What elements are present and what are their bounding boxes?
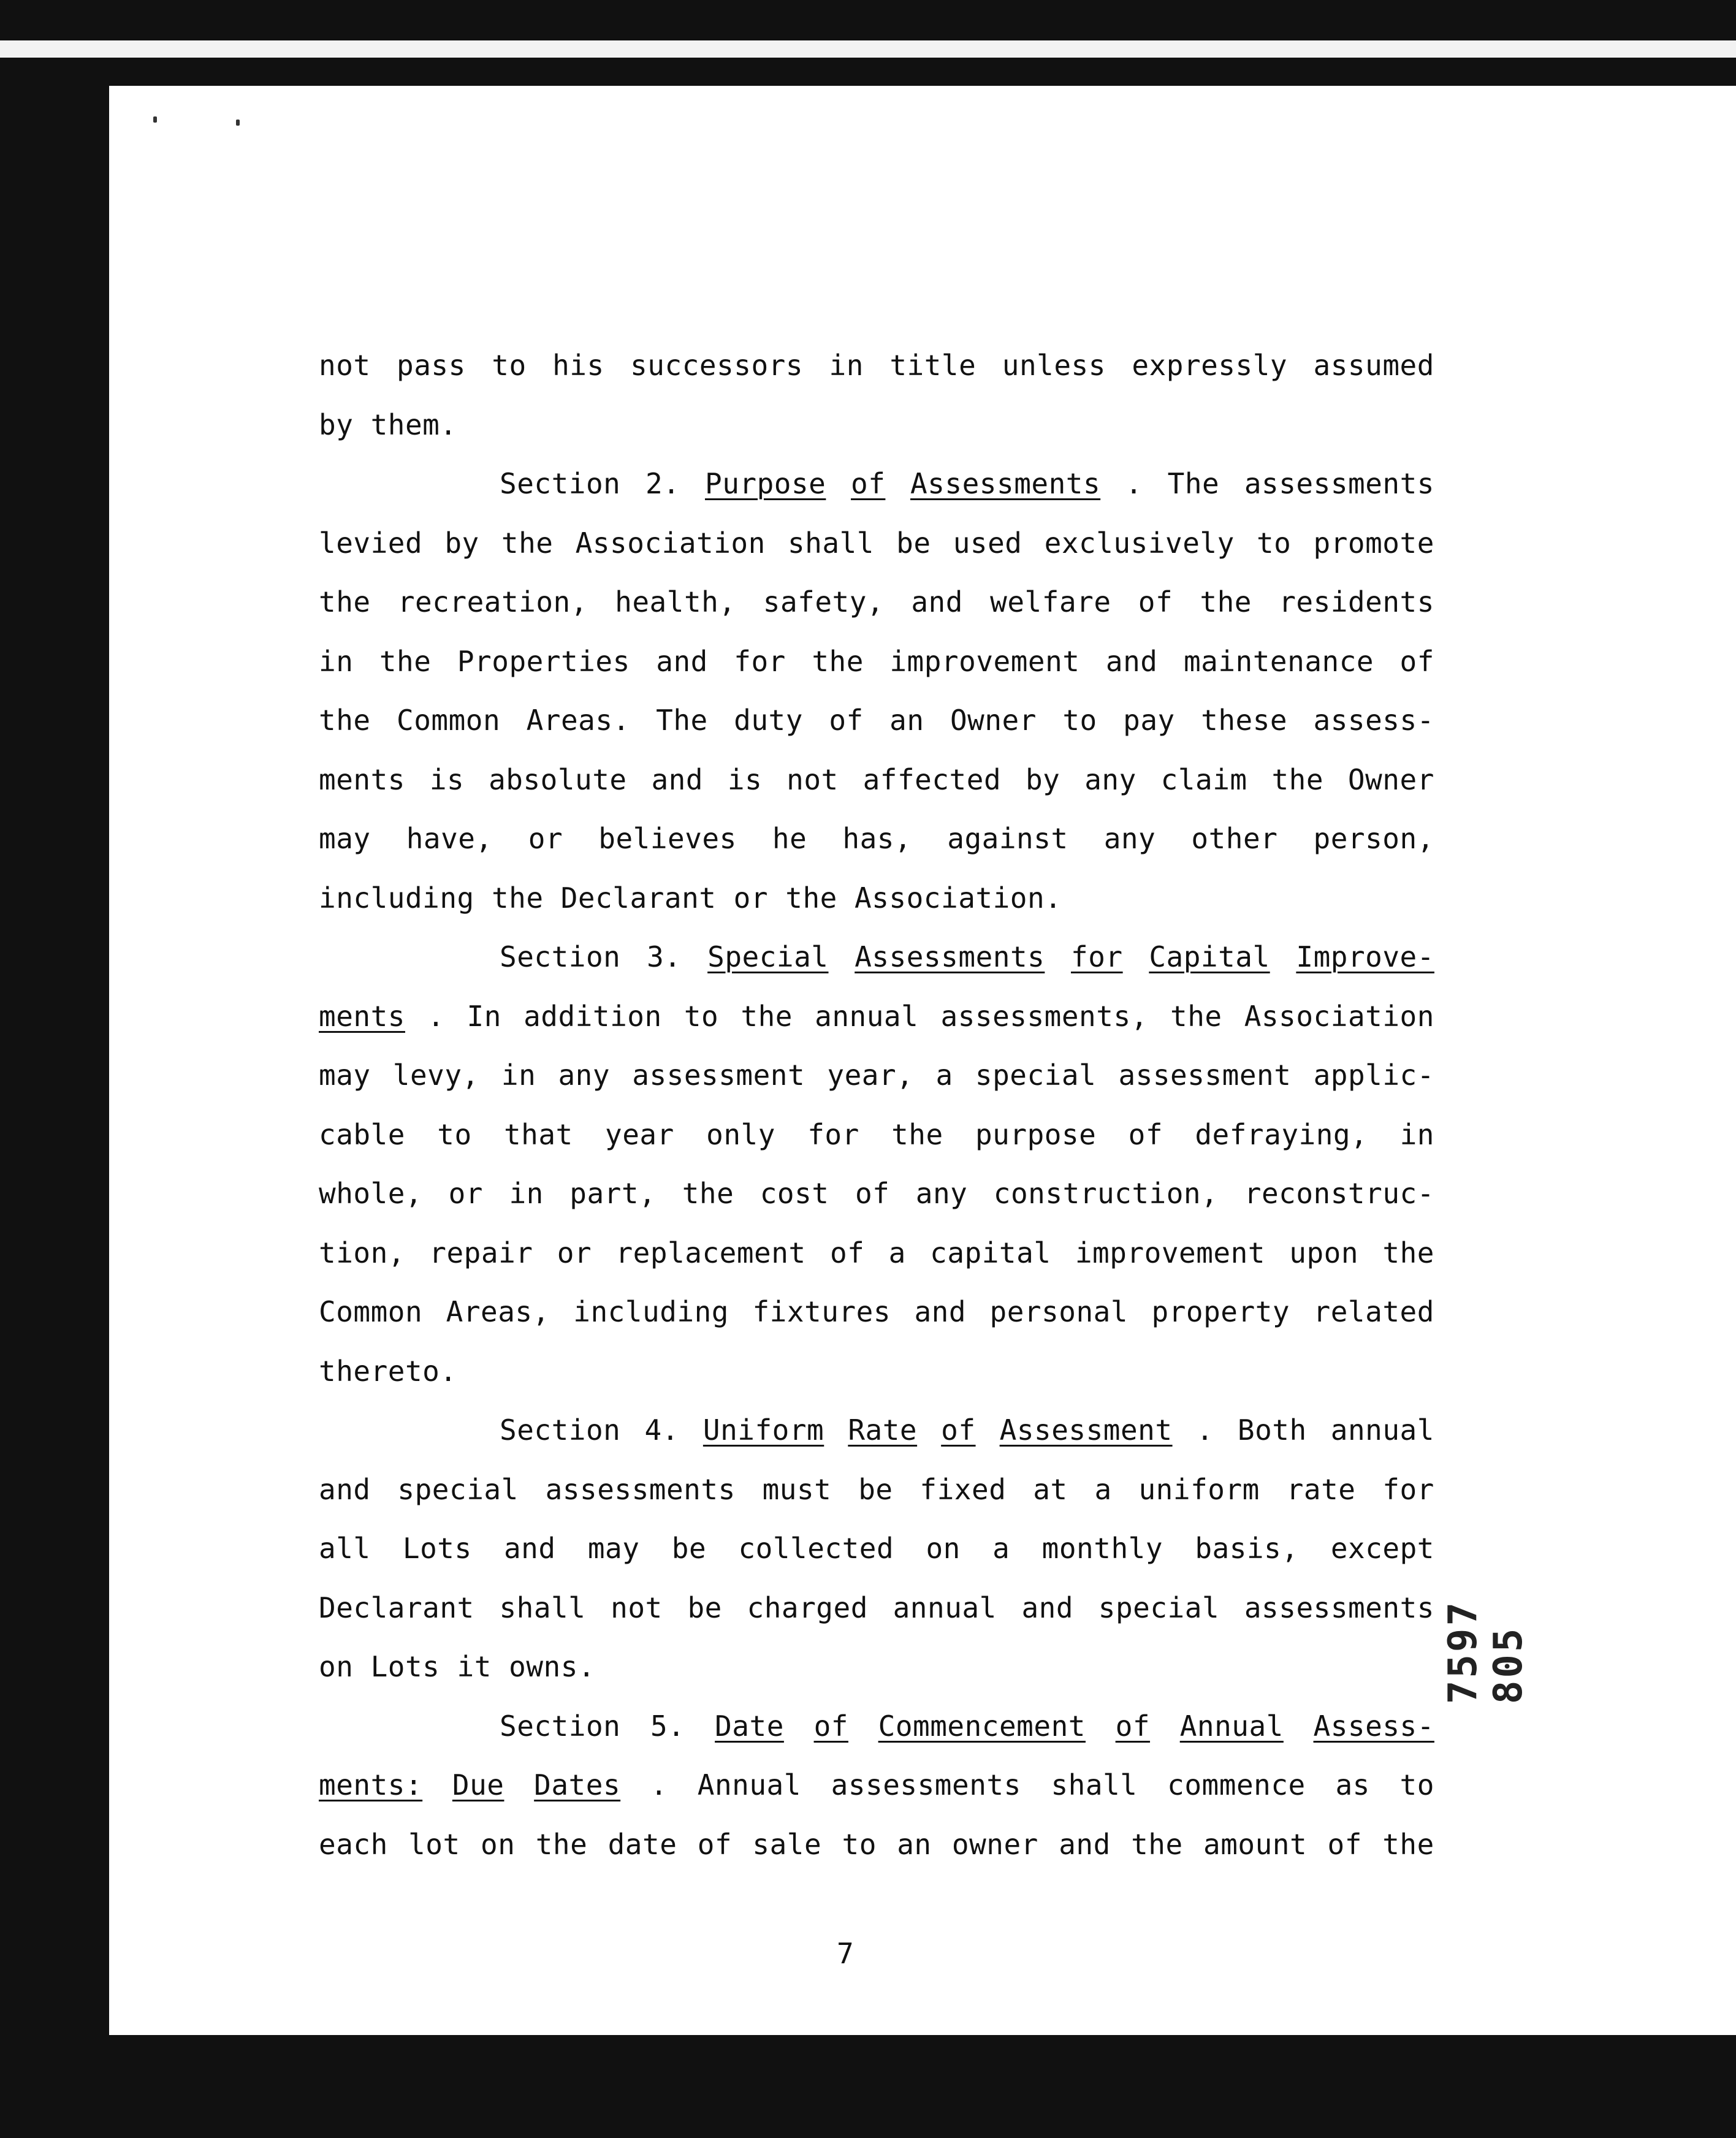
word: monthly [1041,1532,1163,1565]
page-number: 7 [837,1937,854,1970]
word: have, [406,822,493,855]
word: amount [1203,1827,1308,1861]
text-line [319,1637,1434,1697]
word: the [501,526,554,560]
word: Section [500,940,621,973]
scan-speck [153,116,157,123]
word: and [914,1295,967,1328]
word: believes [598,822,737,855]
word: ments: [319,1768,423,1801]
word: assessments [1244,467,1434,500]
word: against [947,822,1068,855]
word: and [1059,1827,1111,1861]
word: uniform [1138,1472,1260,1506]
word: at [1033,1472,1068,1506]
word: upon [1289,1236,1359,1269]
word: or [528,822,563,855]
word: of [1327,1827,1362,1861]
word: personal [989,1295,1129,1328]
word: ments [319,763,405,796]
word: the [319,704,371,737]
text-line [319,632,1434,691]
word: by [1025,763,1060,796]
word: Lots [402,1532,472,1565]
word: only [706,1117,775,1151]
word: improvement [889,644,1080,678]
word: may [319,1059,371,1092]
word: assessments [831,1768,1021,1801]
word: purpose [975,1117,1097,1151]
word: his [552,349,604,382]
word: tion, [319,1236,405,1269]
scan-top-edge [0,40,1736,58]
word: in [1399,1117,1434,1151]
word: including [573,1295,729,1328]
text-line [319,809,1434,869]
word: Both [1237,1413,1307,1447]
word: assessments, [940,999,1148,1033]
word: special [397,1472,519,1506]
word: Common [319,1295,423,1328]
word: and [1105,644,1158,678]
word: collected [738,1532,894,1565]
text-line [319,1342,1434,1401]
word: 4. [644,1413,679,1447]
word: expressly [1132,349,1288,382]
word: Dates [534,1768,621,1801]
line-text: thereto. [319,1354,457,1388]
word: special [1098,1591,1220,1624]
text-line [319,1815,1434,1874]
text-line [319,1519,1434,1578]
word: of [813,1709,848,1743]
word: Purpose [705,467,826,500]
word: applic- [1313,1059,1434,1092]
word: reconstruc- [1244,1177,1434,1210]
text-line [319,869,1434,928]
word: the [812,644,864,678]
word: annual [893,1591,997,1624]
word: cost [760,1177,829,1210]
word: property [1151,1295,1290,1328]
word: Due [452,1768,504,1801]
text-line [319,514,1434,573]
word: title [889,349,976,382]
text-line [319,1756,1434,1815]
word: capital [930,1236,1051,1269]
word: Date [715,1709,784,1743]
word: the [740,999,793,1033]
word: any [915,1177,968,1210]
word: the [891,1117,943,1151]
text-line [319,395,1434,455]
word: of [1138,585,1173,618]
word: 3. [647,940,682,973]
word: to [683,999,719,1033]
word: the [682,1177,734,1210]
word: and [503,1532,556,1565]
word: is [727,763,763,796]
word: Annual [1179,1709,1284,1743]
word: The [1167,467,1220,500]
word: In [466,999,501,1033]
word: may [587,1532,640,1565]
text-line [319,336,1434,395]
word: . [427,999,445,1033]
word: Association [1244,999,1434,1033]
word: safety, [763,585,885,618]
word: not [786,763,839,796]
word: Rate [848,1413,918,1447]
word: of [829,704,864,737]
scan-speck [236,120,240,126]
word: successors [630,349,804,382]
word: charged [747,1591,868,1624]
word: to [437,1117,472,1151]
word: to [842,1827,877,1861]
word: absolute [489,763,627,796]
word: be [687,1591,722,1624]
text-line [319,1697,1434,1756]
word: as [1335,1768,1370,1801]
word: for [734,644,786,678]
word: for [807,1117,859,1151]
word: improvement [1075,1236,1265,1269]
word: rate [1286,1472,1356,1506]
text-line [319,1401,1434,1460]
word: the [1382,1236,1434,1269]
word: by [444,526,479,560]
word: Declarant [319,1591,474,1624]
word: assessment [1118,1059,1292,1092]
word: that [503,1117,573,1151]
word: recreation, [397,585,588,618]
word: the [535,1827,588,1861]
word: shall [1051,1768,1138,1801]
word: of [1399,644,1434,678]
text-line [319,1105,1434,1165]
word: annual [815,999,919,1033]
word: and [319,1472,371,1506]
word: affected [862,763,1002,796]
word: assessment [632,1059,805,1092]
word: and [911,585,963,618]
word: be [896,526,931,560]
word: assumed [1313,349,1434,382]
word: commence [1167,1768,1306,1801]
word: special [975,1059,1097,1092]
word: year [605,1117,674,1151]
word: or [448,1177,483,1210]
word: Commencement [878,1709,1086,1743]
word: is [429,763,465,796]
word: Uniform [702,1413,824,1447]
text-line [319,573,1434,632]
word: sale [752,1827,822,1861]
word: the [1271,763,1324,796]
word: ments [319,999,405,1033]
word: an [889,704,924,737]
word: Assessments [910,467,1101,500]
word: levy, [392,1059,479,1092]
text-line [319,1282,1434,1342]
word: year, [827,1059,914,1092]
word: of [697,1827,733,1861]
word: duty [734,704,803,737]
word: on [926,1532,961,1565]
word: may [319,822,371,855]
word: of [1128,1117,1163,1151]
word: for [1382,1472,1434,1506]
word: to [1399,1768,1434,1801]
word: replacement [615,1236,806,1269]
margin-stamp [1441,1514,1531,1705]
word: any [558,1059,611,1092]
word: 2. [645,467,680,500]
text-line [319,691,1434,750]
word: Assessment [999,1413,1173,1447]
word: an [897,1827,932,1861]
word: and [656,644,708,678]
word: assess- [1313,704,1434,737]
word: he [772,822,807,855]
word: of [941,1413,976,1447]
word: to [492,349,527,382]
word: or [557,1236,592,1269]
word: Improve- [1296,940,1434,973]
word: the [1131,1827,1183,1861]
word: in [509,1177,544,1210]
word: be [858,1472,893,1506]
word: assessments [545,1472,736,1506]
word: exclusively [1044,526,1235,560]
word: not [611,1591,663,1624]
word: pay [1123,704,1175,737]
word: . [1196,1413,1214,1447]
word: other [1191,822,1278,855]
word: Special [707,940,829,973]
word: a [992,1532,1010,1565]
text-line [319,1460,1434,1520]
word: any [1084,763,1136,796]
word: owner [951,1827,1038,1861]
word: shall [499,1591,586,1624]
word: the [319,585,371,618]
word: promote [1313,526,1434,560]
word: welfare [990,585,1111,618]
word: all [319,1532,371,1565]
word: these [1201,704,1288,737]
word: in [319,644,354,678]
word: Owner [950,704,1037,737]
word: Areas, [446,1295,550,1328]
word: defraying, [1195,1117,1368,1151]
word: claim [1160,763,1247,796]
word: . [650,1768,668,1801]
word: fixtures [752,1295,891,1328]
word: Properties [457,644,630,678]
text-line [319,927,1434,987]
word: a [935,1059,953,1092]
text-line [319,1223,1434,1283]
word: of [829,1236,865,1269]
word: health, [615,585,736,618]
word: on [481,1827,516,1861]
word: Assessments [855,940,1045,973]
line-text: on Lots it owns. [319,1650,596,1683]
word: related [1313,1295,1434,1328]
word: repair [429,1236,533,1269]
word: in [829,349,864,382]
word: the [1200,585,1252,618]
word: be [671,1532,707,1565]
word: Capital [1149,940,1270,973]
word: whole, [319,1177,423,1210]
word: Areas. [526,704,630,737]
word: Annual [697,1768,801,1801]
word: must [762,1472,832,1506]
word: shall [787,526,874,560]
margin-stamp-number: 7597 [1441,1600,1486,1705]
word: Section [500,1413,621,1447]
word: annual [1330,1413,1434,1447]
word: basis, [1195,1532,1299,1565]
word: The [656,704,708,737]
word: the [1382,1827,1434,1861]
word: 5. [650,1709,685,1743]
text-line [319,454,1434,514]
word: to [1256,526,1292,560]
word: maintenance [1183,644,1374,678]
word: of [1115,1709,1151,1743]
word: . [1125,467,1143,500]
word: residents [1279,585,1434,618]
word: assessments [1244,1591,1434,1624]
word: levied [319,526,423,560]
word: part, [569,1177,657,1210]
word: of [855,1177,890,1210]
word: Assess- [1313,1709,1434,1743]
text-line [319,1578,1434,1638]
word: each [319,1827,388,1861]
word: the [379,644,432,678]
word: addition [523,999,662,1033]
text-line [319,1164,1434,1223]
word: for [1071,940,1123,973]
document-body [319,336,1434,1874]
word: to [1062,704,1097,737]
word: Section [500,1709,621,1743]
word: any [1103,822,1156,855]
word: except [1330,1532,1434,1565]
line-text: including the Declarant or the Association. [319,881,1062,915]
word: fixed [919,1472,1007,1506]
word: has, [842,822,912,855]
word: a [1094,1472,1112,1506]
word: pass [397,349,466,382]
word: Common [397,704,501,737]
word: not [319,349,371,382]
word: in [501,1059,536,1092]
word: of [851,467,886,500]
line-text: by them. [319,408,457,441]
word: the [1170,999,1222,1033]
word: person, [1313,822,1434,855]
word: date [607,1827,677,1861]
text-line [319,987,1434,1046]
word: construction, [993,1177,1219,1210]
word: Owner [1347,763,1434,796]
text-line [319,1046,1434,1105]
word: Association [575,526,766,560]
text-line [319,750,1434,810]
margin-stamp-number: 805 [1486,1626,1531,1705]
word: unless [1002,349,1106,382]
word: used [953,526,1022,560]
word: cable [319,1117,405,1151]
word: and [1021,1591,1074,1624]
word: and [651,763,704,796]
word: Section [500,467,621,500]
word: lot [408,1827,460,1861]
word: a [888,1236,906,1269]
